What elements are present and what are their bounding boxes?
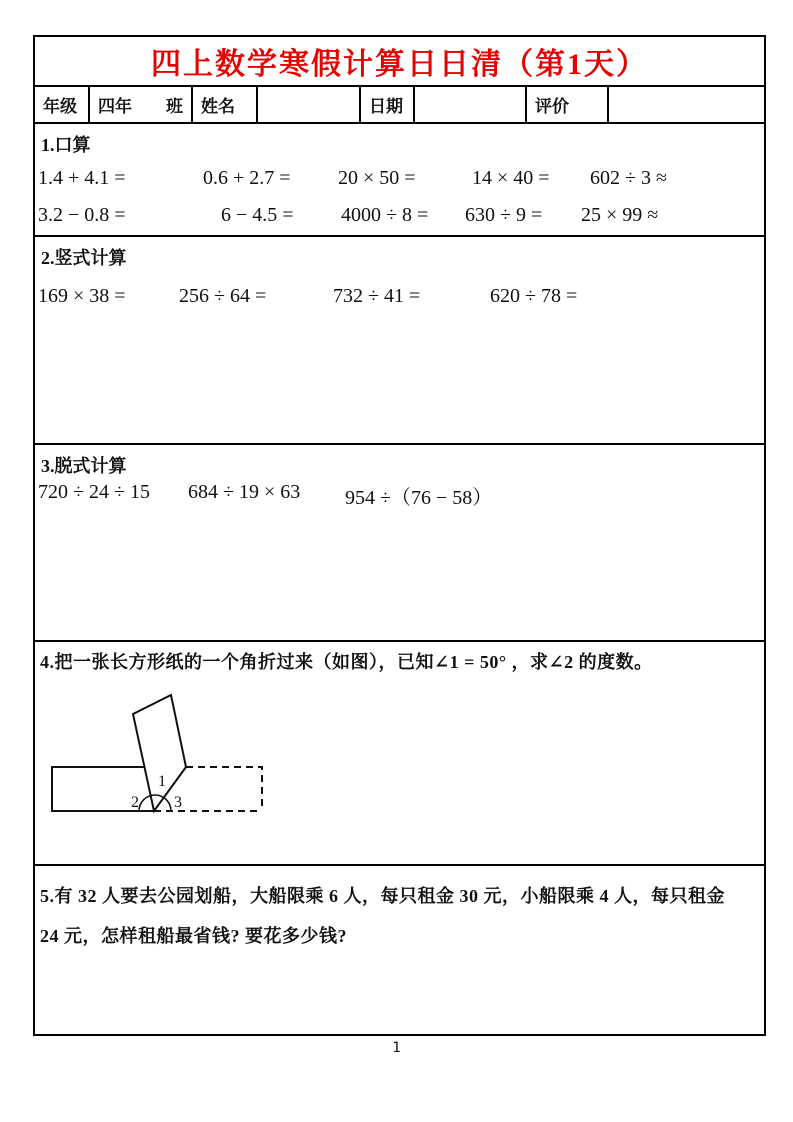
oral-problem: 1.4 + 4.1 = <box>38 167 126 189</box>
oral-problem: 6 − 4.5 = <box>221 204 294 226</box>
vertical-problem: 169 × 38 = <box>38 285 126 307</box>
grade-label-cell <box>35 87 90 122</box>
name-label: 姓名 <box>201 97 235 116</box>
angle-1-label: 1 <box>158 773 166 790</box>
section-stepwise-calculation <box>35 445 764 642</box>
vertical-heading: 2.竖式计算 <box>41 248 127 268</box>
fold-diagram <box>35 642 764 862</box>
stepwise-problem: 720 ÷ 24 ÷ 15 <box>38 481 150 503</box>
fold-problem-text: 4.把一张长方形纸的一个角折过来（如图），已知∠1 = 50° ，求∠2 的度数。 <box>40 652 653 672</box>
page-title: 四上数学寒假计算日日清（第1天） <box>151 48 648 81</box>
stepwise-problem: 954 ÷（76 − 58） <box>345 487 493 509</box>
rating-label: 评价 <box>535 97 569 116</box>
boats-line-1: 5.有 32 人要去公园划船，大船限乘 6 人，每只租金 30 元，小船限乘 4 人，每只租金 <box>40 886 725 906</box>
date-label-cell <box>361 87 415 122</box>
grade-value: 四年 班 <box>98 97 183 116</box>
info-header-row <box>35 87 764 124</box>
section-boat-rental-problem <box>35 866 764 1034</box>
section-oral-calculation <box>35 124 764 237</box>
date-label: 日期 <box>369 97 403 116</box>
vertical-problem: 620 ÷ 78 = <box>490 285 578 307</box>
title-row <box>35 37 764 87</box>
grade-label: 年级 <box>43 97 77 116</box>
stepwise-heading: 3.脱式计算 <box>41 456 127 476</box>
section-vertical-calculation <box>35 237 764 445</box>
date-input-cell[interactable] <box>415 87 527 122</box>
name-label-cell <box>193 87 258 122</box>
vertical-problem: 256 ÷ 64 = <box>179 285 267 307</box>
angle-3-label: 3 <box>174 794 182 811</box>
oral-problem: 3.2 − 0.8 = <box>38 204 126 226</box>
vertical-problem: 732 ÷ 41 = <box>333 285 421 307</box>
stepwise-problem: 684 ÷ 19 × 63 <box>188 481 301 503</box>
grade-value-cell[interactable] <box>90 87 193 122</box>
name-input-cell[interactable] <box>258 87 361 122</box>
oral-problem: 602 ÷ 3 ≈ <box>590 167 667 189</box>
oral-problem: 20 × 50 = <box>338 167 416 189</box>
angle-2-label: 2 <box>131 794 139 811</box>
rating-input-cell[interactable] <box>609 87 764 122</box>
oral-problem: 14 × 40 = <box>472 167 550 189</box>
rating-label-cell <box>527 87 609 122</box>
section-fold-angle-problem <box>35 642 764 866</box>
oral-problem: 25 × 99 ≈ <box>581 204 659 226</box>
oral-problem: 630 ÷ 9 = <box>465 204 543 226</box>
worksheet-table <box>33 35 766 1036</box>
oral-problem: 4000 ÷ 8 = <box>341 204 429 226</box>
page-number: 1 <box>392 1040 401 1056</box>
oral-problem: 0.6 + 2.7 = <box>203 167 291 189</box>
oral-heading: 1.口算 <box>41 135 91 155</box>
boats-line-2: 24 元，怎样租船最省钱? 要花多少钱? <box>40 926 347 946</box>
